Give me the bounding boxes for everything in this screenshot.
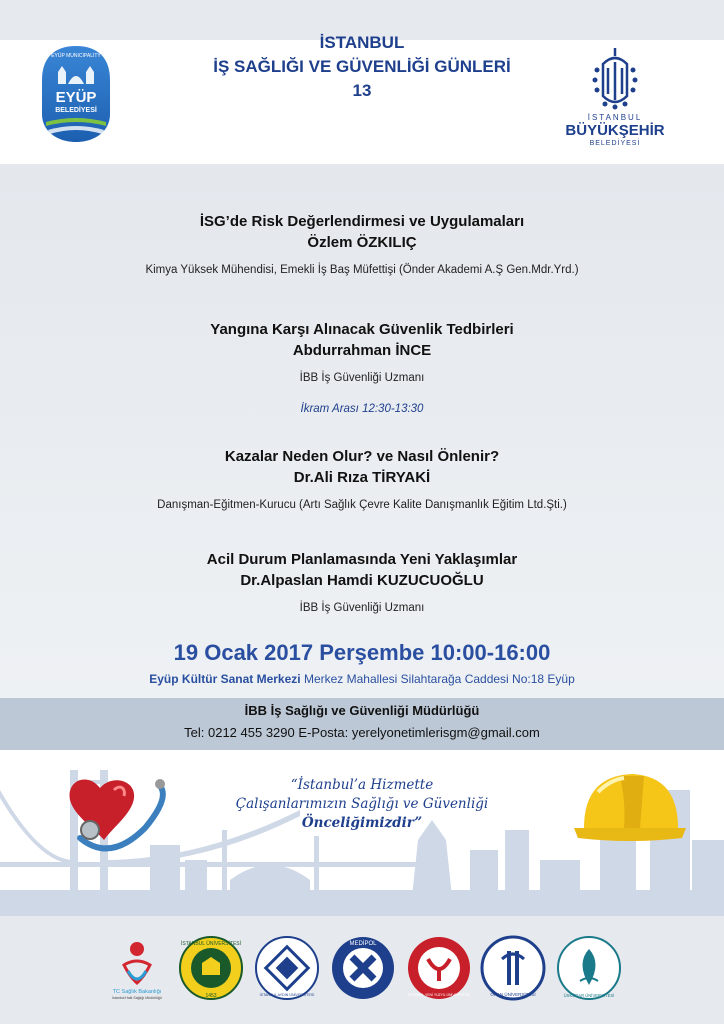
venue-address: Merkez Mahallesi Silahtarağa Caddesi No:18 Eyüp (303, 672, 575, 686)
event-venue (40, 672, 684, 686)
venue-name: Eyüp Kültür Sanat Merkezi (149, 672, 301, 686)
talk-4-speaker: Dr.Alpaslan Hamdi KUZUCUOĞLU (240, 572, 484, 589)
heart-stethoscope-icon (60, 768, 180, 858)
svg-text:OKAN ÜNİVERSİTESİ: OKAN ÜNİVERSİTESİ (490, 992, 536, 997)
istanbul-buyuksehir-logo-icon (560, 44, 670, 148)
tc-saglik-bakanligi-logo-icon (104, 935, 170, 1001)
talk-2-speaker: Abdurrahman İNCE (292, 342, 432, 359)
motto-quote (200, 776, 524, 833)
event-title-line1: İSTANBUL (319, 33, 405, 52)
talk-1-role: Kimya Yüksek Mühendisi, Emekli İş Baş Müfettişi (Önder Akademi A.Ş Gen.Mdr.Yrd.) (145, 264, 579, 276)
talk-4-title: Acil Durum Planlamasında Yeni Yaklaşımlar (206, 551, 518, 568)
svg-text:EYÜP: EYÜP (55, 89, 97, 106)
event-title-line2: İŞ SAĞLIĞI VE GÜVENLİĞİ GÜNLERİ (213, 57, 511, 76)
organizer-contact: Tel: 0212 455 3290 E-Posta: yerelyonetimlerisgm@gmail.com (184, 725, 540, 740)
svg-text:BELEDİYESİ: BELEDİYESİ (589, 140, 641, 147)
svg-text:TC Sağlık Bakanlığı: TC Sağlık Bakanlığı (112, 989, 162, 995)
event-date: 19 Ocak 2017 Perşembe 10:00-16:00 (173, 640, 551, 665)
break-time: İkram Arası 12:30-13:30 (300, 403, 424, 415)
motto-line1: “İstanbul’a Hizmette (290, 777, 434, 793)
medipol-universitesi-logo-icon (330, 935, 396, 1001)
talk-4-role: İBB İş Güvenliği Uzmanı (299, 602, 425, 614)
svg-text:BÜYÜKŞEHİR: BÜYÜKŞEHİR (565, 122, 665, 139)
svg-text:İSTANBUL YENİ YÜZYIL ÜNİVERSİT: İSTANBUL YENİ YÜZYIL ÜNİVERSİTESİ (407, 993, 471, 997)
talk-1-title: İSG’de Risk Değerlendirmesi ve Uygulamaları (199, 213, 525, 230)
talk-2-role: İBB İş Güvenliği Uzmanı (299, 372, 425, 384)
svg-text:BELEDİYESİ: BELEDİYESİ (55, 107, 97, 114)
motto-line3: Önceliğimizdir” (301, 815, 423, 831)
organizer-name: İBB İş Sağlığı ve Güvenliği Müdürlüğü (244, 703, 480, 718)
svg-text:İSTANBUL: İSTANBUL (587, 113, 643, 122)
svg-text:ÜSKÜDAR ÜNİVERSİTESİ: ÜSKÜDAR ÜNİVERSİTESİ (563, 993, 615, 998)
talk-1-speaker: Özlem ÖZKILIÇ (307, 234, 417, 251)
svg-text:İstanbul Halk Sağlığı Müdürlüğ: İstanbul Halk Sağlığı Müdürlüğü (112, 996, 162, 1000)
talk-3-title: Kazalar Neden Olur? ve Nasıl Önlenir? (224, 448, 500, 465)
svg-text:İSTANBUL AYDIN ÜNİVERSİTESİ: İSTANBUL AYDIN ÜNİVERSİTESİ (259, 993, 315, 997)
svg-text:MEDİPOL: MEDİPOL (349, 941, 377, 947)
event-edition-number: 13 (352, 81, 372, 100)
istanbul-yeni-yuzyil-universitesi-logo-icon (406, 935, 472, 1001)
talk-3-speaker: Dr.Ali Rıza TİRYAKİ (293, 469, 431, 486)
svg-text:EYÜP MUNICIPALITY: EYÜP MUNICIPALITY (51, 53, 101, 59)
istanbul-aydin-universitesi-logo-icon (254, 935, 320, 1001)
motto-line2: Çalışanlarımızın Sağlığı ve Güvenliği (235, 796, 489, 812)
svg-text:1453: 1453 (205, 993, 217, 999)
okan-universitesi-logo-icon (480, 935, 546, 1001)
talk-3-role: Danışman-Eğitmen-Kurucu (Artı Sağlık Çevre Kalite Danışmanlık Eğitim Ltd.Şti.) (157, 499, 567, 511)
eyup-belediyesi-logo-icon (40, 44, 112, 144)
talk-2-title: Yangına Karşı Alınacak Güvenlik Tedbirleri (210, 321, 514, 338)
svg-text:İSTANBUL ÜNİVERSİTESİ: İSTANBUL ÜNİVERSİTESİ (180, 941, 242, 947)
istanbul-universitesi-logo-icon (178, 935, 244, 1001)
uskudar-universitesi-logo-icon (556, 935, 622, 1001)
safety-helmet-icon (570, 762, 690, 852)
